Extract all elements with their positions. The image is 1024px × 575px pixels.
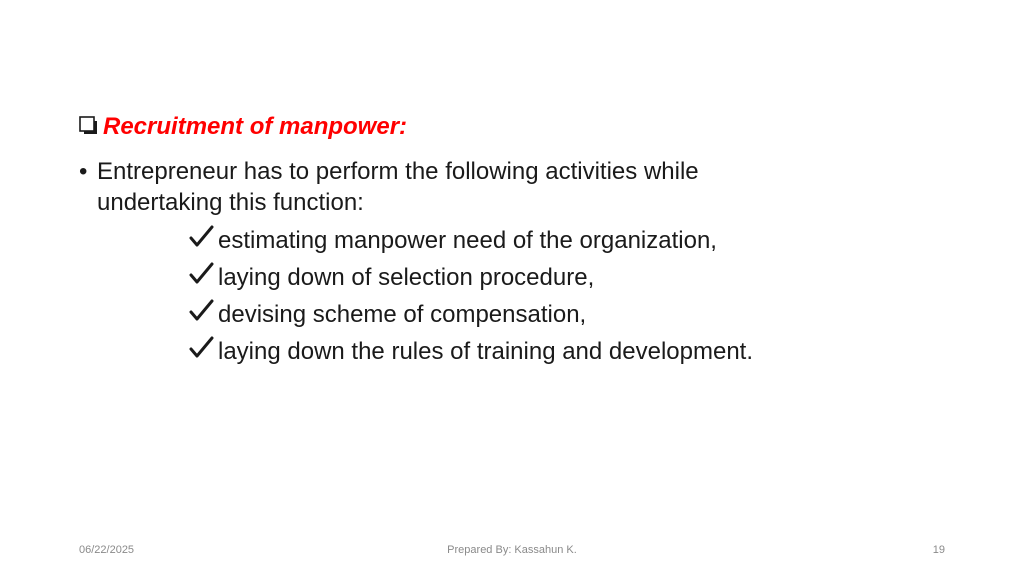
bullet-item [79, 156, 839, 218]
checklist-item [188, 299, 753, 336]
footer-author: Prepared By: Kassahun K. [447, 544, 577, 556]
square-bullet-icon [79, 114, 99, 136]
checklist [188, 225, 753, 373]
checklist-item [188, 336, 753, 373]
checkmark-icon [188, 336, 216, 364]
bullet-symbol: • [79, 158, 88, 185]
checklist-item-text: estimating manpower need of the organization, [218, 227, 717, 254]
checklist-item [188, 225, 753, 262]
checklist-item-text: laying down the rules of training and development. [218, 338, 754, 365]
checklist-item [188, 262, 753, 299]
checklist-item-text: devising scheme of compensation, [218, 301, 587, 328]
heading-text: Recruitment of manpower: [103, 113, 408, 140]
bullet-text: Entrepreneur has to perform the following activities while undertaking this function: [97, 158, 699, 216]
checklist-item-text: laying down of selection procedure, [218, 264, 595, 291]
checkmark-icon [188, 262, 216, 290]
checkmark-icon [188, 225, 216, 253]
footer-date: 06/22/2025 [79, 544, 135, 556]
page-number: 19 [932, 544, 945, 556]
section-heading [79, 112, 407, 142]
checkmark-icon [188, 299, 216, 327]
